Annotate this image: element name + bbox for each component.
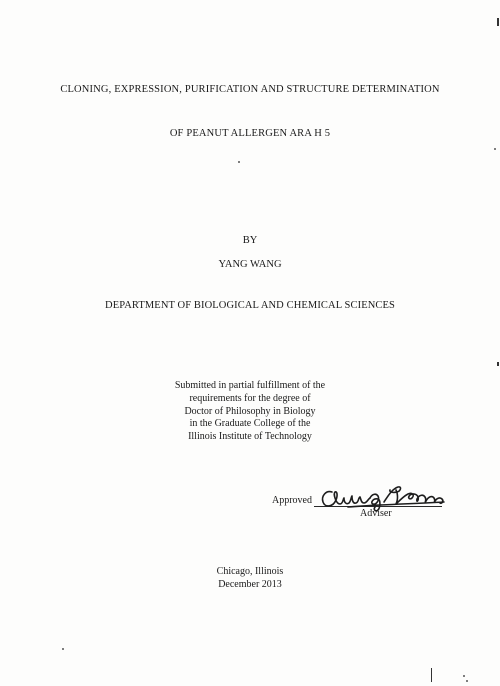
approved-label: Approved: [272, 495, 312, 506]
scan-speck: [62, 648, 64, 650]
thesis-title-line-2: OF PEANUT ALLERGEN ARA H 5: [169, 128, 331, 139]
statement-line: Submitted in partial fulfillment of the: [174, 380, 326, 391]
statement-line: Illinois Institute of Technology: [188, 431, 312, 443]
thesis-title-line-1: CLONING, EXPRESSION, PURIFICATION AND STRUCTURE DETERMINATION: [60, 84, 440, 95]
scan-edge-mark: [497, 18, 499, 26]
statement-line: Doctor of Philosophy in Biology: [184, 405, 316, 417]
scan-speck: [238, 161, 240, 163]
statement-line: requirements for the degree of: [189, 392, 311, 404]
degree-statement: [0, 380, 500, 444]
by-label: BY: [242, 235, 258, 246]
statement-line: in the Graduate College of the: [189, 418, 311, 430]
scan-speck: [494, 148, 496, 150]
adviser-label: Adviser: [360, 508, 392, 519]
place-and-date: [0, 566, 500, 591]
department-name: DEPARTMENT OF BIOLOGICAL AND CHEMICAL SCIENCES: [105, 300, 395, 311]
scan-speck: [466, 680, 468, 682]
scan-edge-mark: [431, 668, 432, 682]
date: December 2013: [218, 578, 282, 590]
scan-edge-mark: [497, 362, 499, 366]
author-name: YANG WANG: [218, 259, 282, 270]
location: Chicago, Illinois: [216, 566, 284, 577]
scan-speck: [463, 675, 465, 677]
